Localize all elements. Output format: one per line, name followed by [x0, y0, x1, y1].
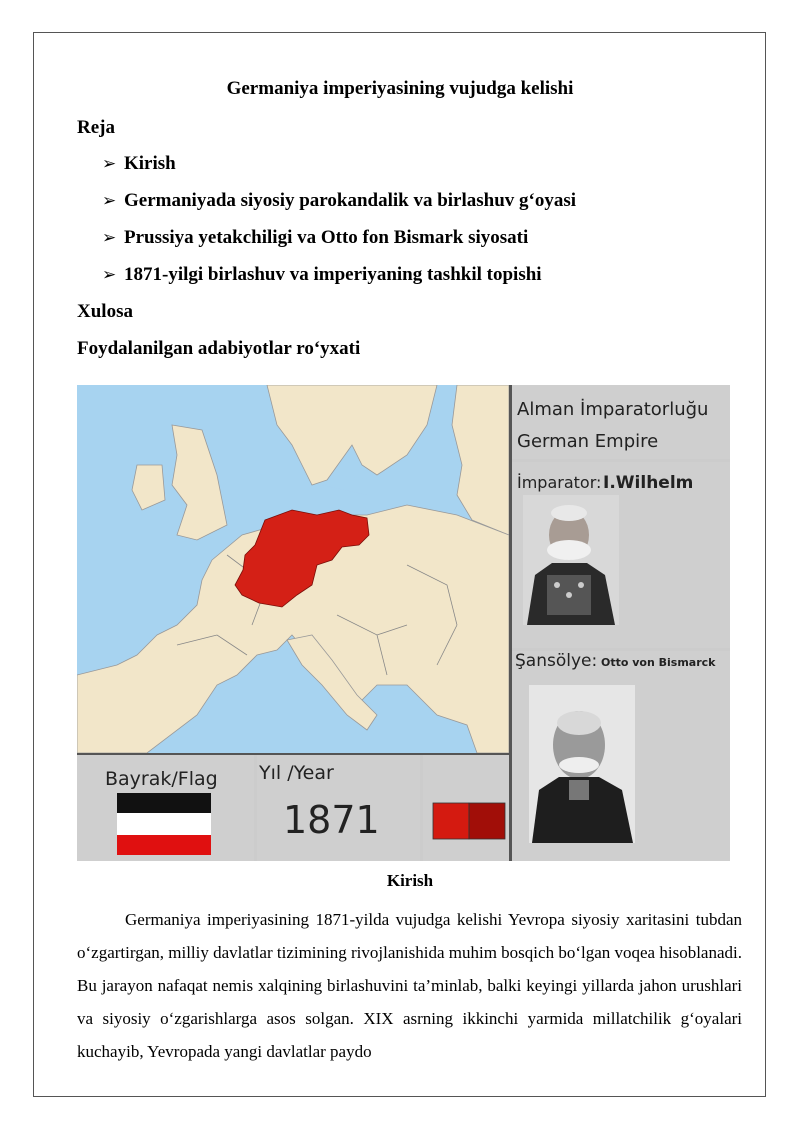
plan-item: [102, 190, 576, 212]
empire-name-en: German Empire: [517, 431, 659, 452]
emperor-name: I.Wilhelm: [603, 473, 694, 493]
empire-flag: [117, 793, 211, 855]
section-heading: Kirish: [386, 871, 434, 890]
chancellor-label: Şansölye:: [515, 651, 598, 671]
document-title: Germaniya imperiyasining vujudga kelishi: [226, 78, 574, 99]
plan-item: [102, 264, 542, 286]
year-label: Yıl /Year: [259, 762, 334, 784]
flag-label: Bayrak/Flag: [105, 768, 218, 790]
empire-name-tr: Alman İmparatorluğu: [517, 399, 709, 420]
plan-heading: Reja: [77, 117, 115, 138]
empire-infographic: [77, 385, 730, 861]
plan-item-label: Prussiya yetakchiligi va Otto fon Bismark siyosati: [124, 227, 529, 248]
plan-item-label: Kirish: [124, 153, 176, 174]
horizontal-divider: [77, 753, 509, 755]
emperor-label: İmparator:: [517, 473, 602, 492]
europe-map: [77, 385, 509, 753]
emperor-portrait: [523, 495, 619, 625]
chancellor-name: Otto von Bismarck: [601, 656, 716, 669]
arrow-bullet-icon: ➢: [102, 154, 117, 174]
arrow-bullet-icon: ➢: [102, 191, 117, 211]
chancellor-portrait: [529, 685, 635, 843]
arrow-bullet-icon: ➢: [102, 265, 117, 285]
plan-item-label: 1871-yilgi birlashuv va imperiyaning tashkil topishi: [124, 264, 542, 285]
intro-paragraph: Germaniya imperiyasining 1871-yilda vujudga kelishi Yevropa siyosiy xaritasini tubdan o‘zgartirgan, milliy davlatlar tizimining rivojlanishida muhim bosqich bo‘lgan voqea hisoblanadi. Bu jarayon nafaqat nemis xalqining birlashuvini ta’minlab, balki keyingi yillarda jahon urushlari va siyosiy o‘zgarishlarga asos solgan. XIX asrning ikkinchi yarmida millatchilik g‘oyalari kuchayib, Yevropada yangi davlatlar paydo: [77, 910, 742, 1061]
plan-item: [102, 227, 528, 249]
plan-item: [102, 153, 176, 175]
conclusion-heading: Xulosa: [77, 301, 133, 322]
references-heading: Foydalanilgan adabiyotlar ro‘yxati: [77, 338, 361, 359]
arrow-bullet-icon: ➢: [102, 228, 117, 248]
color-swatches: [433, 803, 505, 839]
plan-item-label: Germaniyada siyosiy parokandalik va birlashuv g‘oyasi: [124, 190, 577, 211]
year-value: 1871: [283, 798, 380, 842]
vertical-divider: [509, 385, 512, 861]
